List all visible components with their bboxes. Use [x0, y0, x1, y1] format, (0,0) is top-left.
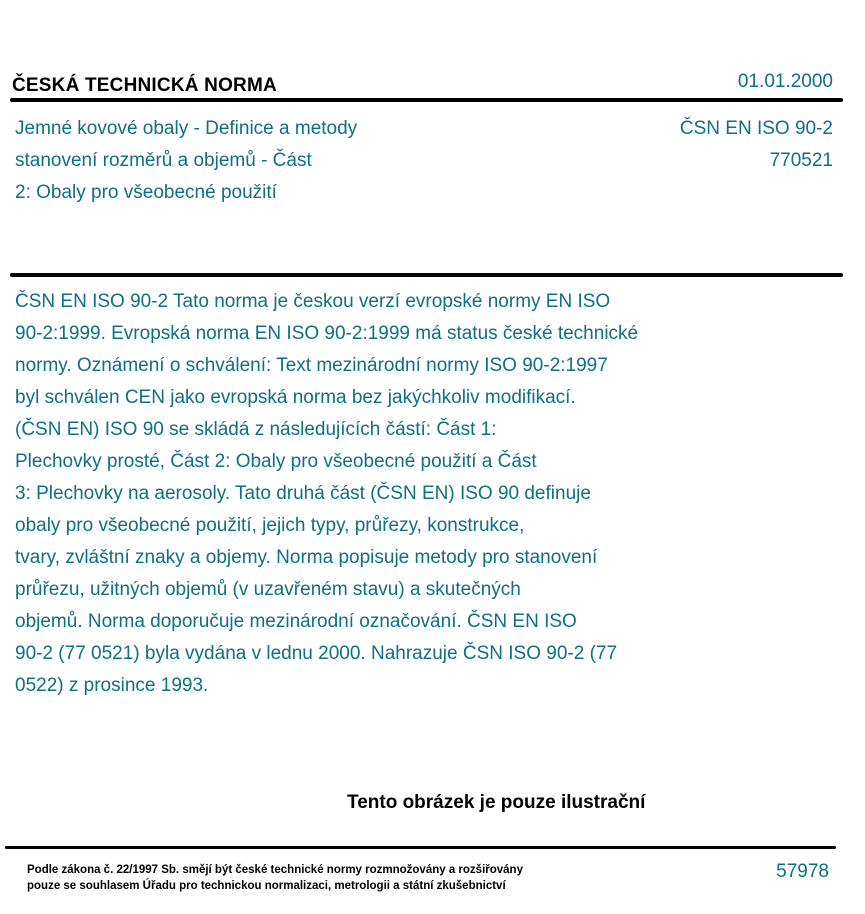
abstract-line: normy. Oznámení o schválení: Text mezinárodní normy ISO 90-2:1997: [15, 355, 608, 376]
header-divider: [10, 98, 843, 102]
abstract-line: Plechovky prosté, Část 2: Obaly pro všeobecné použití a Část: [15, 451, 537, 472]
section-divider: [10, 273, 843, 277]
abstract-line: průřezu, užitných objemů (v uzavřeném stavu) a skutečných: [15, 579, 521, 600]
abstract-line: 90-2:1999. Evropská norma EN ISO 90-2:1999 má status české technické: [15, 323, 639, 344]
document-number: 57978: [776, 861, 829, 882]
standard-number: ČSN EN ISO 90-2: [679, 118, 833, 139]
abstract-line: ČSN EN ISO 90-2 Tato norma je českou verzí evropské normy EN ISO: [15, 291, 611, 312]
legal-notice-line: Podle zákona č. 22/1997 Sb. smějí být české technické normy rozmnožovány a rozšiřovány: [27, 864, 523, 876]
legal-notice-line: pouze se souhlasem Úřadu pro technickou normalizaci, metrologii a státní zkušebnictví: [27, 880, 506, 892]
page-title: ČESKÁ TECHNICKÁ NORMA: [12, 75, 277, 96]
abstract-line: 3: Plechovky na aerosoly. Tato druhá část (ČSN EN) ISO 90 definuje: [15, 483, 591, 504]
legal-notice: [27, 862, 523, 894]
abstract-line: objemů. Norma doporučuje mezinárodní označování. ČSN EN ISO: [15, 611, 577, 632]
abstract-line: byl schválen CEN jako evropská norma bez jakýchkoliv modifikací.: [15, 387, 576, 408]
abstract-text: [15, 286, 735, 702]
footer-divider: [5, 846, 836, 849]
abstract-line: 0522) z prosince 1993.: [15, 675, 209, 696]
document-title-line: stanovení rozměrů a objemů - Část: [15, 150, 312, 171]
document-title-line: 2: Obaly pro všeobecné použití: [15, 182, 277, 203]
document-identifiers: [680, 113, 833, 177]
abstract-line: 90-2 (77 0521) byla vydána v lednu 2000. Nahrazuje ČSN ISO 90-2 (77: [15, 643, 618, 664]
abstract-line: tvary, zvláštní znaky a objemy. Norma popisuje metody pro stanovení: [15, 547, 598, 568]
abstract-line: obaly pro všeobecné použití, jejich typy, průřezy, konstrukce,: [15, 515, 525, 536]
document-title-line: Jemné kovové obaly - Definice a metody: [15, 118, 358, 139]
illustration-note: Tento obrázek je pouze ilustrační: [347, 792, 646, 813]
document-title: [15, 113, 465, 209]
classification-code: 770521: [769, 150, 833, 171]
issue-date: 01.01.2000: [737, 71, 833, 92]
abstract-line: (ČSN EN) ISO 90 se skládá z následujících částí: Část 1:: [15, 419, 497, 440]
